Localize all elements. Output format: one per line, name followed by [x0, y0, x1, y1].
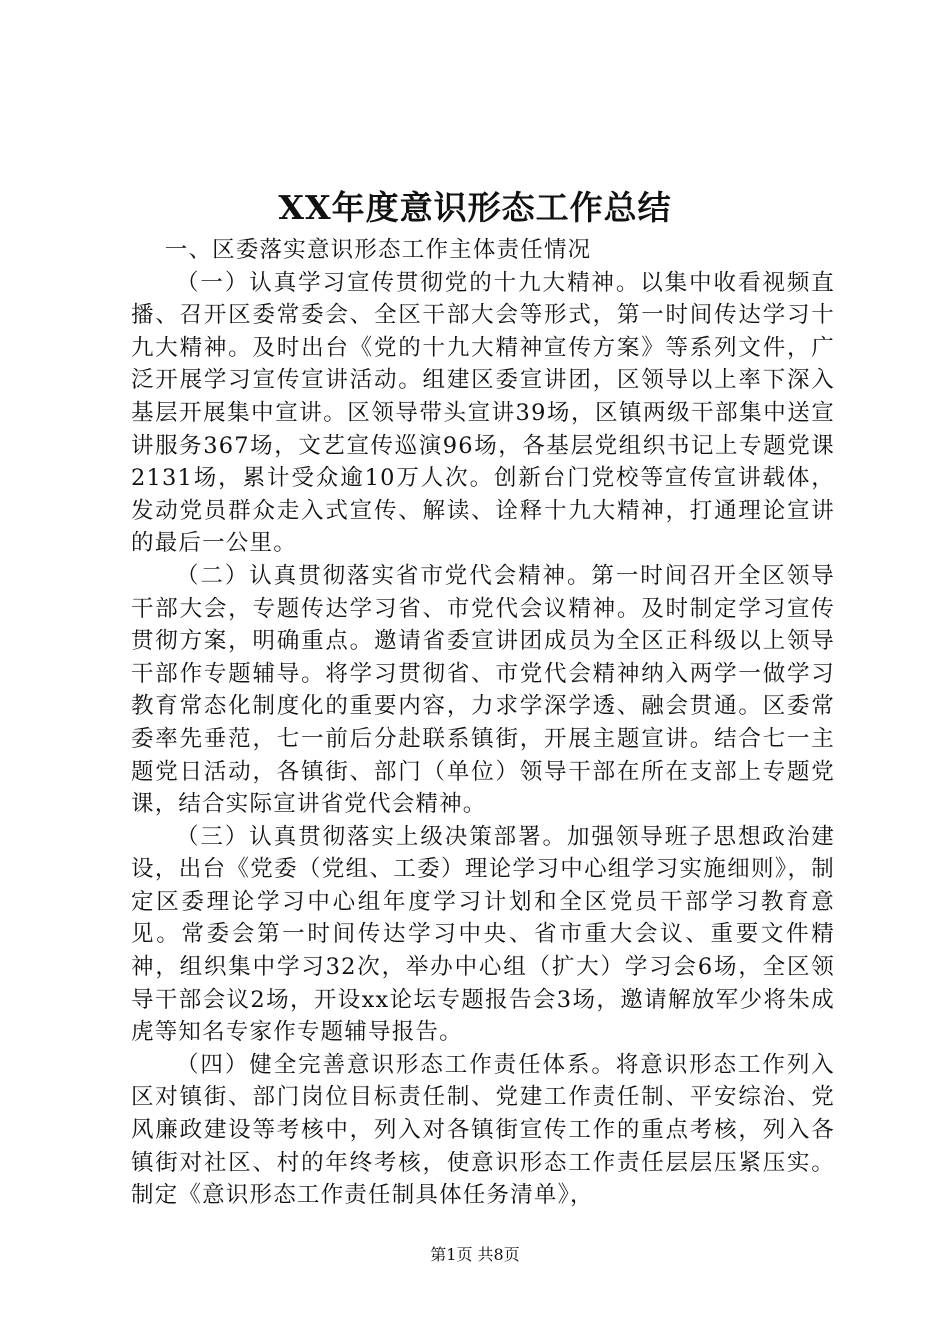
paragraph-2: （二）认真贯彻落实省市党代会精神。第一时间召开全区领导干部大会，专题传达学习省、市党代会议精神。及时制定学习宣传贯彻方案，明确重点。邀请省委宣讲团成员为全区正科级以上领导干部作专题辅导。将学习贯彻省、市党代会精神纳入两学一做学习教育常态化制度化的重要内容，力求学深学透、融会贯通。区委常委率先垂范，七一前后分赴联系镇街，开展主题宣讲。结合七一主题党日活动，各镇街、部门（单位）领导干部在所在支部上专题党课，结合实际宣讲省党代会精神。	[131, 562, 835, 818]
section-heading: 一、区委落实意识形态工作主体责任情况	[164, 237, 592, 263]
paragraph-3: （三）认真贯彻落实上级决策部署。加强领导班子思想政治建设，出台《党委（党组、工委）理论学习中心组学习实施细则》，制定区委理论学习中心组年度学习计划和全区党员干部学习教育意见。常委会第一时间传达学习中央、省市重大会议、重要文件精神，组织集中学习32次，举办中心组（扩大）学习会6场，全区领导干部会议2场，开设xx论坛专题报告会3场，邀请解放军少将朱成虎等知名专家作专题辅导报告。	[131, 823, 835, 1046]
paragraph-1: （一）认真学习宣传贯彻党的十九大精神。以集中收看视频直播、召开区委常委会、全区干部大会等形式，第一时间传达学习十九大精神。及时出台《党的十九大精神宣传方案》等系列文件，广泛开展学习宣传宣讲活动。组建区委宣讲团，区领导以上率下深入基层开展集中宣讲。区领导带头宣讲39场，区镇两级干部集中送宣讲服务367场，文艺宣传巡演96场，各基层党组织书记上专题党课2131场，累计受众逾10万人次。创新台门党校等宣传宣讲载体，发动党员群众走入式宣传、解读、诠释十九大精神，打通理论宣讲的最后一公里。	[131, 269, 835, 557]
document-title: XX年度意识形态工作总结	[278, 188, 672, 227]
document-body	[131, 234, 835, 1212]
page-footer: 第1页 共8页	[430, 1245, 520, 1264]
paragraph-4: （四）健全完善意识形态工作责任体系。将意识形态工作列入区对镇街、部门岗位目标责任制、党建工作责任制、平安综治、党风廉政建设等考核中，列入对各镇街宣传工作的重点考核，列入各镇街对社区、村的年终考核，使意识形态工作责任层层压紧压实。制定《意识形态工作责任制具体任务清单》，	[131, 1051, 835, 1209]
